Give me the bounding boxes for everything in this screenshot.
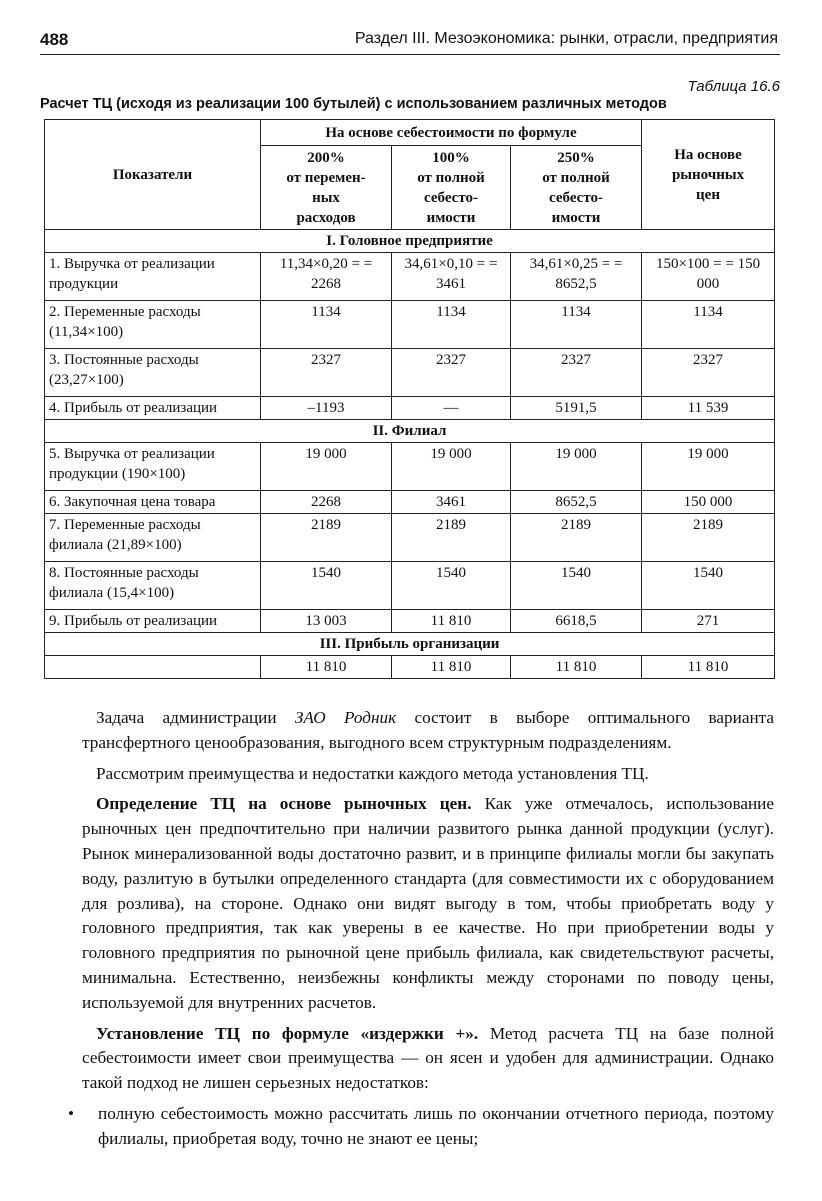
row-value: 2327: [392, 349, 511, 397]
row-value: 2189: [511, 514, 642, 562]
table-row: [45, 301, 775, 349]
paragraph-4: Установление ТЦ по формуле «издержки +». Метод расчета ТЦ на базе полной себестоимости имеет свои преимущества — он ясен и удобен для администрации. Однако такой подход не лишен серьезных недостатков:: [82, 1023, 774, 1093]
row-label: 4. Прибыль от реализации: [45, 397, 261, 420]
list-item: • полную себестоимость можно рассчитать лишь по окончании отчетного периода, поэтому филиалы, приобретая воду, точно не знают ее цены;: [68, 1103, 774, 1148]
row-value: 1540: [261, 562, 392, 610]
section-heading-cost-plus: Установление ТЦ по формуле «издержки +».: [96, 1023, 479, 1043]
row-value: 11 539: [642, 397, 775, 420]
row-value: 2327: [642, 349, 775, 397]
row-value: 1134: [642, 301, 775, 349]
row-value: 150 000: [642, 491, 775, 514]
row-value: 2327: [511, 349, 642, 397]
row-value: 8652,5: [511, 491, 642, 514]
section-heading-market: Определение ТЦ на основе рыночных цен.: [96, 794, 472, 814]
running-head: Раздел III. Мезоэкономика: рынки, отрасли, предприятия: [354, 30, 778, 47]
paragraph-3: Определение ТЦ на основе рыночных цен. Как уже отмечалось, использование рыночных цен предпочтительно при наличии развитого рынка данной продукции (услуг). Рынок минерализованной воды достаточно развит, и в принципе филиалы могли бы закупать воду, разлитую в бутылки определенного стандарта (для совместимости их с оборудованием для розлива), на стороне. Однако они видят выгоду в том, чтобы приобретать воду у головного предприятия, так как уверены в ее качестве. Но при приобретении воды у головного предприятия по рыночной цене прибыль филиала, как свидетельствуют расчеты, минимальна. Естественно, неизбежны конфликты между сторонами по поводу цены, используемой для внутренних расчетов.: [82, 794, 774, 1012]
table-row: [45, 491, 775, 514]
row-value: 11 810: [261, 656, 392, 679]
bullet-list: [68, 1102, 774, 1152]
table-row: [45, 443, 775, 491]
header-250-full: 250% от полной себесто- имости: [511, 146, 642, 230]
row-value: 34,61×0,25 = = 8652,5: [511, 253, 642, 301]
row-value: 150×100 = = 150 000: [642, 253, 775, 301]
row-value: 11 810: [392, 656, 511, 679]
row-value: —: [392, 397, 511, 420]
table-row: [45, 562, 775, 610]
header-200-variable: 200% от перемен- ных расходов: [261, 146, 392, 230]
row-label: 7. Переменные расходы филиала (21,89×100): [45, 514, 261, 562]
section-title: II. Филиал: [45, 420, 775, 443]
row-value: 34,61×0,10 = = 3461: [392, 253, 511, 301]
table-body: [45, 230, 775, 679]
row-label: [45, 656, 261, 679]
bullet-icon: •: [68, 1103, 75, 1123]
row-value: 11 810: [642, 656, 775, 679]
row-value: 1540: [392, 562, 511, 610]
body-text: [68, 706, 774, 1152]
row-label: 2. Переменные расходы (11,34×100): [45, 301, 261, 349]
header-market: На основе рыночных цен: [642, 120, 775, 230]
table-title: Расчет ТЦ (исходя из реализации 100 бутылей) с использованием различных методов: [40, 96, 667, 112]
row-value: 2189: [261, 514, 392, 562]
transfer-price-table: [44, 119, 775, 679]
row-value: 1134: [261, 301, 392, 349]
header-100-full: 100% от полной себесто- имости: [392, 146, 511, 230]
row-value: –1193: [261, 397, 392, 420]
row-value: 2189: [392, 514, 511, 562]
row-value: 11,34×0,20 = = 2268: [261, 253, 392, 301]
row-value: 19 000: [511, 443, 642, 491]
row-label: 8. Постоянные расходы филиала (15,4×100): [45, 562, 261, 610]
table-row: [45, 656, 775, 679]
row-value: 6618,5: [511, 610, 642, 633]
row-value: 2268: [261, 491, 392, 514]
row-value: 2327: [261, 349, 392, 397]
row-label: 1. Выручка от реализации продукции: [45, 253, 261, 301]
row-value: 19 000: [642, 443, 775, 491]
row-value: 13 003: [261, 610, 392, 633]
table-row: [45, 397, 775, 420]
section-title: I. Головное предприятие: [45, 230, 775, 253]
table-row: [45, 349, 775, 397]
row-value: 3461: [392, 491, 511, 514]
table-number: Таблица 16.6: [687, 78, 780, 95]
table-row: [45, 610, 775, 633]
row-value: 19 000: [392, 443, 511, 491]
page-number: 488: [40, 30, 69, 49]
header-indicators: Показатели: [45, 120, 261, 230]
row-value: 2189: [642, 514, 775, 562]
row-value: 1540: [511, 562, 642, 610]
row-label: 9. Прибыль от реализации: [45, 610, 261, 633]
row-value: 19 000: [261, 443, 392, 491]
row-label: 6. Закупочная цена товара: [45, 491, 261, 514]
row-value: 1134: [392, 301, 511, 349]
row-label: 3. Постоянные расходы (23,27×100): [45, 349, 261, 397]
row-value: 11 810: [511, 656, 642, 679]
row-value: 1134: [511, 301, 642, 349]
table-row: [45, 253, 775, 301]
row-value: 11 810: [392, 610, 511, 633]
table-row: [45, 514, 775, 562]
row-value: 1540: [642, 562, 775, 610]
section-title: III. Прибыль организации: [45, 633, 775, 656]
paragraph-2: Рассмотрим преимущества и недостатки каждого метода установления ТЦ.: [96, 763, 649, 783]
company-name: ЗАО Родник: [294, 708, 397, 727]
row-value: 271: [642, 610, 775, 633]
row-label: 5. Выручка от реализации продукции (190×100): [45, 443, 261, 491]
header-formula-group: На основе себестоимости по формуле: [261, 120, 642, 146]
row-value: 5191,5: [511, 397, 642, 420]
page-header: [40, 30, 780, 55]
paragraph-1: Задача администрации ЗАО Родник состоит в выборе оптимального варианта трансфертного ценообразования, выгодного всем структурным подразделениям.: [82, 708, 774, 752]
